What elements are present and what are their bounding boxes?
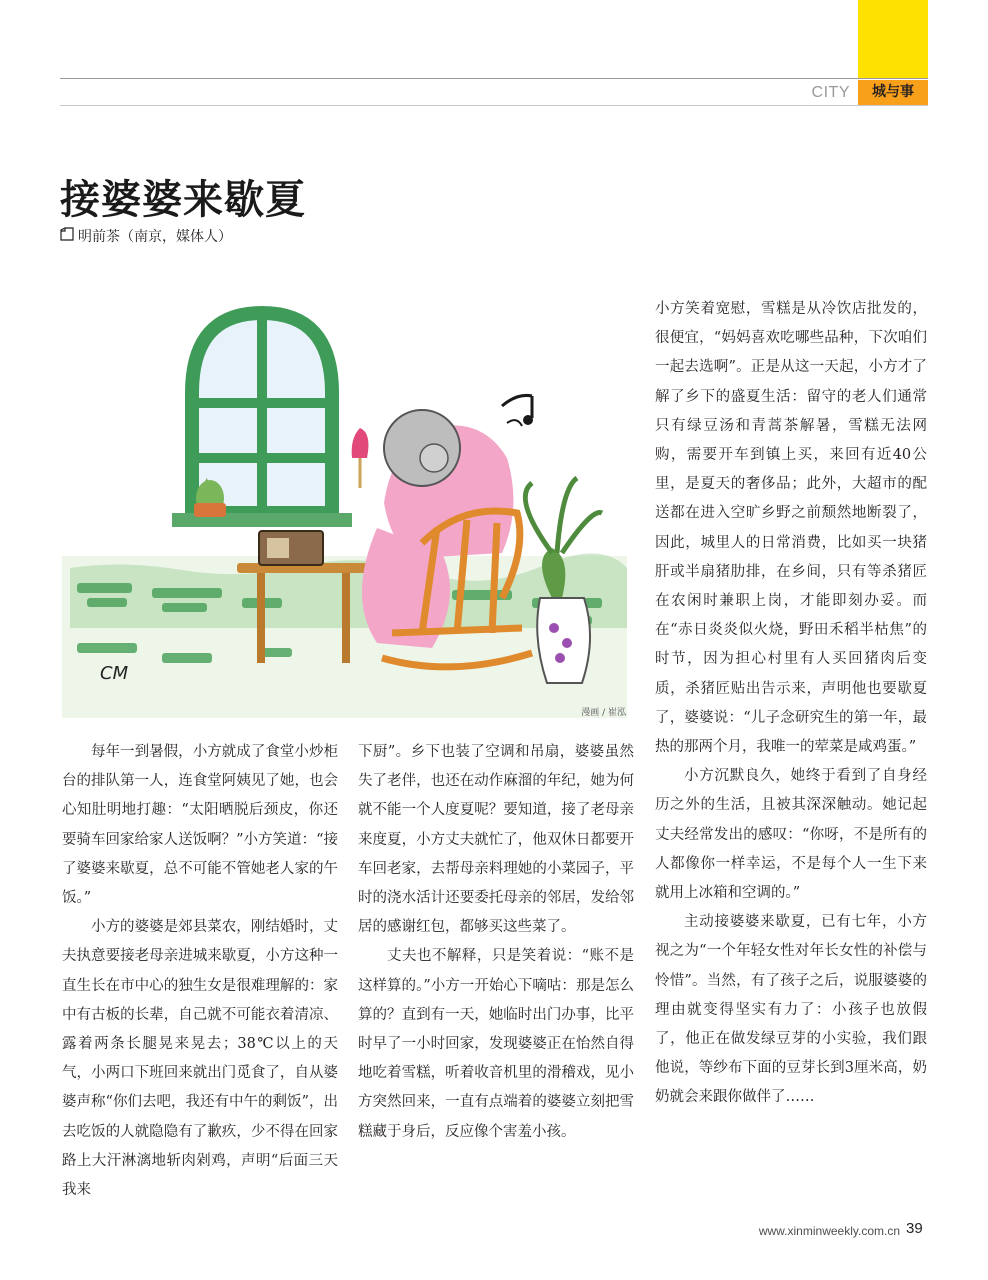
article-title: 接婆婆来歇夏	[60, 176, 306, 223]
corner-color-tab	[858, 0, 928, 78]
article-column-3	[655, 295, 927, 1113]
paragraph: 小方沉默良久，她终于看到了自身经历之外的生活，且被其深深触动。她记起丈夫经常发出的感叹：“你呀，不是所有的人都像你一样幸运，不是每个人一生下来就用上冰箱和空调的。”	[655, 768, 927, 902]
pen-note-icon	[60, 226, 74, 248]
paragraph: 下厨”。乡下也装了空调和吊扇，婆婆虽然失了老伴，也还在动作麻溜的年纪，她为何就不能一个人度夏呢？要知道，接了老母亲来度夏，小方丈夫就忙了，他双休日都要开车回老家，去帮母亲料理她的小菜园子，平时的浇水活计还要委托母亲的邻居，发给邻居的感谢红包，都够买这些菜了。	[358, 744, 634, 936]
article-column-2	[358, 738, 634, 1147]
paragraph: 主动接婆婆来歇夏，已有七年，小方视之为“一个年轻女性对年长女性的补偿与怜惜”。当然，有了孩子之后，说服婆婆的理由就变得坚实有力了：小孩子也放假了，他正在做发绿豆芽的小实验，我们跟他说，等纱布下面的豆芽长到3厘米高，奶奶就会来跟你做伴了……	[655, 914, 927, 1106]
image-caption: 漫画 / 崔泓	[581, 708, 626, 718]
cartoon-illustration	[62, 298, 627, 718]
byline-text: 明前茶（南京，媒体人）	[78, 229, 232, 245]
byline	[60, 226, 232, 248]
section-label-cn: 城与事	[858, 80, 928, 105]
article-column-1	[62, 738, 338, 1205]
section-label-en: CITY	[811, 84, 850, 101]
paragraph: 小方的婆婆是郊县菜农，刚结婚时，丈夫执意要接老母亲进城来歇夏，小方这种一直生长在市中心的独生女是很难理解的：家中有古板的长辈，自己就不可能衣着清凉、露着两条长腿晃来晃去；38℃以上的天气，小两口下班回来就出门觅食了，自从婆婆声称“你们去吧，我还有中午的剩饭”，出去吃饭的人就隐隐有了歉疚，少不得在回家路上大汗淋漓地斩肉剁鸡，声明“后面三天我来	[62, 919, 338, 1199]
illustration-signature: CM	[100, 663, 129, 684]
footer-url: www.xinminweekly.com.cn	[758, 1224, 900, 1238]
header-bottom-rule	[60, 105, 928, 106]
paragraph: 每年一到暑假，小方就成了食堂小炒柜台的排队第一人，连食堂阿姨见了她，也会心知肚明地打趣：“太阳晒脱后颈皮，你还要骑车回家给家人送饭啊？”小方笑道：“接了婆婆来歇夏，总不可能不管她老人家的午饭。”	[62, 744, 338, 907]
page-number: 39	[906, 1220, 923, 1237]
paragraph: 丈夫也不解释，只是笑着说：“账不是这样算的。”小方一开始心下嘀咕：那是怎么算的？直到有一天，她临时出门办事，比平时早了一小时回家，发现婆婆正在怡然自得地吃着雪糕，听着收音机里的滑稽戏，见小方突然回来，一直有点端着的婆婆立刻把雪糕藏于身后，反应像个害羞小孩。	[358, 948, 634, 1140]
paragraph: 小方笑着宽慰，雪糕是从冷饮店批发的，很便宜，“妈妈喜欢吃哪些品种，下次咱们一起去选啊”。正是从这一天起，小方才了解了乡下的盛夏生活：留守的老人们通常只有绿豆汤和青蒿茶解暑，雪糕无法网购，需要开车到镇上买，来回有近40公里，是夏天的奢侈品；此外，大超市的配送都在进入空旷乡野之前颓然地断裂了，因此，城里人的日常消费，比如买一块猪肝或半扇猪肋排，在乡间，只有等杀猪匠在农闲时兼职上岗，才能即刻办妥。而在“赤日炎炎似火烧，野田禾稻半枯焦”的时节，因为担心村里有人买回猪肉后变质，杀猪匠贴出告示来，声明他也要歇夏了，婆婆说：“儿子念研究生的第一年，最热的那两个月，我唯一的荤菜是咸鸡蛋。”	[655, 301, 927, 756]
header-top-rule	[60, 78, 928, 79]
